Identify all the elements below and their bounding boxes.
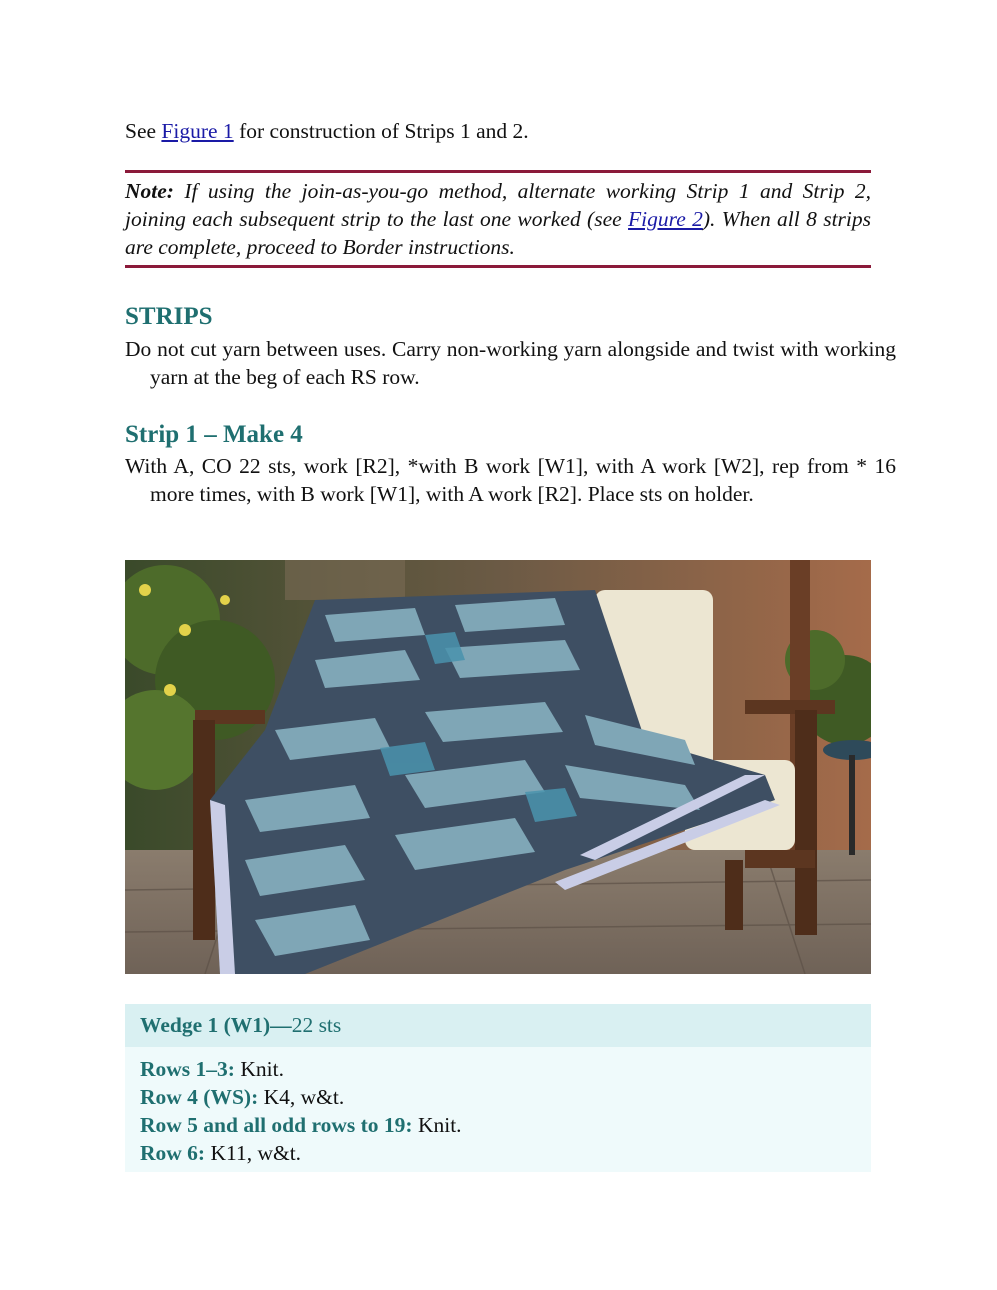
wedge-row-label: Rows 1–3:	[140, 1057, 235, 1081]
note-paragraph	[125, 177, 871, 261]
wedge-row	[140, 1139, 856, 1167]
wedge-row-label: Row 6:	[140, 1141, 206, 1165]
blanket-photo	[125, 560, 871, 974]
note-top-rule	[125, 170, 871, 173]
strip-1-heading-rest: – Make 4	[197, 421, 303, 448]
note-text-2: ). When all 8 strips are complete, proceed to Border instructions.	[125, 207, 872, 259]
wedge-row-text: K4, w&t.	[258, 1085, 345, 1109]
strip-1-paragraph: With A, CO 22 sts, work [R2], *with B work [W1], with A work [W2], rep from * 16 more times, with B work [W1], with A work [R2]. Place sts on holder.	[125, 454, 896, 506]
strips-paragraph: Do not cut yarn between uses. Carry non-working yarn alongside and twist with working yarn at the beg of each RS row.	[125, 337, 896, 389]
wedge-row-label: Row 5 and all odd rows to 19:	[140, 1113, 413, 1137]
wedge-1-box	[125, 1004, 871, 1172]
wedge-row-text: Knit.	[234, 1057, 284, 1081]
wedge-1-title-bold: Wedge 1 (W1)—	[140, 1013, 292, 1037]
wedge-row	[140, 1111, 856, 1139]
strip-1-heading	[125, 421, 303, 449]
intro-paragraph	[125, 117, 871, 145]
note-label: Note:	[125, 179, 174, 203]
wedge-row-text: Knit.	[412, 1113, 462, 1137]
wedge-row	[140, 1083, 856, 1111]
wedge-1-title-rest: 22 sts	[291, 1013, 342, 1037]
wedge-row-label: Row 4 (WS):	[140, 1085, 259, 1109]
wedge-row	[140, 1055, 856, 1083]
wedge-row-text: K11, w&t.	[205, 1141, 302, 1165]
wedge-1-heading	[125, 1004, 871, 1047]
note-bottom-rule	[125, 265, 871, 268]
strips-heading: STRIPS	[125, 303, 213, 330]
note-text-1: If using the join-as-you-go method, alternate working Strip 1 and Strip 2, joining each subsequent strip to the last one worked (see	[125, 179, 871, 231]
wedge-1-rows	[125, 1047, 871, 1167]
figure-2-link[interactable]: Figure 2	[628, 207, 703, 231]
intro-post: for construction of Strips 1 and 2.	[233, 119, 529, 143]
strip-1-heading-bold: Strip 1	[125, 421, 198, 448]
intro-pre: See	[125, 119, 162, 143]
figure-1-link[interactable]: Figure 1	[161, 119, 234, 143]
